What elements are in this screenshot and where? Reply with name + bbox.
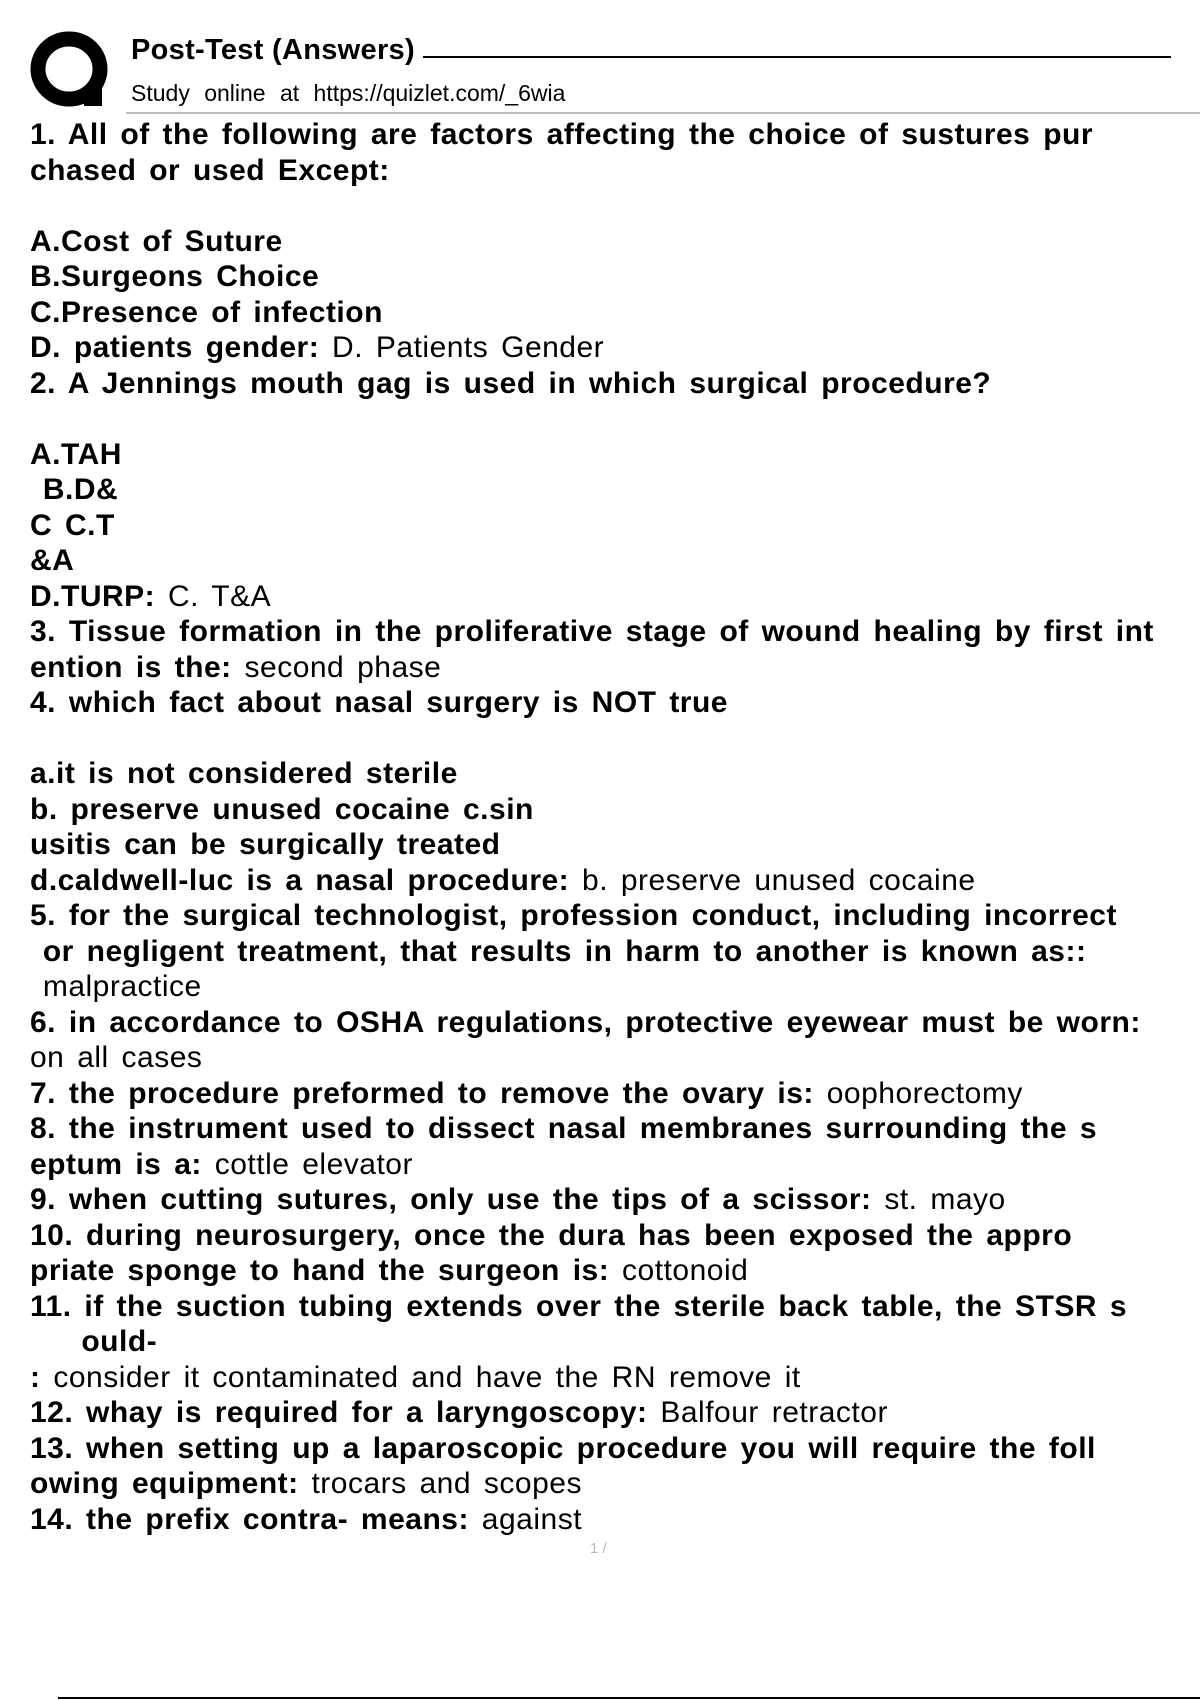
- text-line: [30, 1360, 1195, 1396]
- question-text: D.TURP:: [30, 579, 156, 613]
- question-text: 9. when cutting sutures, only use the tips of a scissor:: [30, 1183, 872, 1216]
- answer-text: C. T&A: [155, 579, 272, 613]
- question-text: eptum is a:: [30, 1147, 202, 1181]
- text-line: [30, 366, 1195, 402]
- question-text: 14. the prefix contra- means:: [30, 1502, 469, 1536]
- answer-text: st. mayo: [871, 1183, 1006, 1216]
- quizlet-q-logo-icon: [30, 30, 112, 112]
- question-text: ould-: [30, 1325, 158, 1358]
- text-line: [30, 1111, 1195, 1147]
- question-text: owing equipment:: [30, 1467, 299, 1500]
- question-text: d.caldwell-luc is a nasal procedure:: [30, 863, 570, 897]
- text-line: [30, 543, 1195, 579]
- answer-text: against: [468, 1502, 583, 1536]
- question-text: 11. if the suction tubing extends over the sterile back table, the STSR s: [30, 1289, 1128, 1323]
- text-line: [30, 295, 1195, 331]
- question-text: 7. the procedure preformed to remove the ovary is:: [30, 1076, 814, 1110]
- text-line: [30, 224, 1195, 260]
- text-line: [30, 792, 1195, 828]
- text-line: [30, 1182, 1195, 1218]
- text-line: [30, 259, 1195, 295]
- question-text: priate sponge to hand the surgeon is:: [30, 1254, 610, 1287]
- text-line: [30, 117, 1195, 153]
- question-text: 5. for the surgical technologist, profession conduct, including incorrect: [30, 899, 1117, 932]
- page-number: 1 /: [590, 1540, 607, 1557]
- answer-text: cottle elevator: [201, 1147, 413, 1181]
- question-list: [30, 117, 1195, 1537]
- question-text: usitis can be surgically treated: [30, 828, 501, 861]
- text-line: [30, 579, 1195, 615]
- text-line: [30, 685, 1195, 721]
- text-line: [30, 827, 1195, 863]
- answer-text: consider it contaminated and have the RN remove it: [40, 1360, 801, 1394]
- text-line: [30, 1466, 1195, 1502]
- text-line: [30, 1289, 1195, 1325]
- footer-divider: [58, 1697, 1200, 1699]
- answer-text: trocars and scopes: [298, 1467, 582, 1500]
- text-line: [30, 898, 1195, 934]
- text-line: [30, 330, 1195, 366]
- answer-text: cottonoid: [609, 1254, 749, 1287]
- answer-text: b. preserve unused cocaine: [569, 863, 976, 897]
- question-text: C C.T: [30, 508, 115, 542]
- text-line: [30, 1324, 1195, 1360]
- question-text: 13. when setting up a laparoscopic procedure you will require the foll: [30, 1431, 1096, 1465]
- text-line: [30, 1395, 1195, 1431]
- text-line: [30, 508, 1195, 544]
- answer-text: D. Patients Gender: [319, 331, 605, 364]
- blank-line: [30, 721, 1195, 757]
- question-text: 4. which fact about nasal surgery is NOT true: [30, 686, 728, 719]
- page-header: [30, 30, 1200, 110]
- answer-text: on all cases: [30, 1041, 203, 1074]
- text-line: [30, 969, 1195, 1005]
- blank-line: [30, 188, 1195, 224]
- text-line: [30, 437, 1195, 473]
- text-line: [30, 934, 1195, 970]
- text-line: [30, 650, 1195, 686]
- question-text: 8. the instrument used to dissect nasal membranes surrounding the s: [30, 1112, 1098, 1145]
- answer-text: malpractice: [30, 970, 202, 1003]
- blank-line: [30, 401, 1195, 437]
- text-line: [30, 1005, 1195, 1041]
- question-text: ention is the:: [30, 650, 232, 684]
- header-divider: [126, 112, 1200, 114]
- text-line: [30, 1502, 1195, 1538]
- text-line: [30, 614, 1195, 650]
- text-line: [30, 472, 1195, 508]
- study-online-link[interactable]: Study online at https://quizlet.com/_6wia: [131, 80, 566, 106]
- question-text: A.TAH: [30, 437, 122, 471]
- question-text: 6. in accordance to OSHA regulations, protective eyewear must be worn:: [30, 1005, 1141, 1039]
- answer-text: oophorectomy: [813, 1076, 1023, 1110]
- page-title: Post-Test (Answers): [131, 34, 423, 67]
- question-text: 1. All of the following are factors affecting the choice of sustures pur: [30, 118, 1094, 151]
- question-text: B.Surgeons Choice: [30, 260, 320, 293]
- question-text: A.Cost of Suture: [30, 224, 283, 258]
- question-text: C.Presence of infection: [30, 295, 383, 329]
- text-line: [30, 1147, 1195, 1183]
- question-text: or negligent treatment, that results in harm to another is known as::: [30, 934, 1087, 968]
- answer-text: Balfour retractor: [647, 1396, 888, 1429]
- question-text: 10. during neurosurgery, once the dura has been exposed the appro: [30, 1218, 1073, 1252]
- text-line: [30, 1431, 1195, 1467]
- text-line: [30, 1076, 1195, 1112]
- text-line: [30, 1218, 1195, 1254]
- text-line: [30, 1040, 1195, 1076]
- text-line: [30, 1253, 1195, 1289]
- text-line: [30, 153, 1195, 189]
- question-text: 3. Tissue formation in the proliferative stage of wound healing by first int: [30, 615, 1154, 648]
- question-text: B.D&: [30, 473, 119, 506]
- question-text: chased or used Except:: [30, 153, 390, 187]
- question-text: &A: [30, 544, 75, 577]
- question-text: 12. whay is required for a laryngoscopy:: [30, 1396, 648, 1429]
- question-text: b. preserve unused cocaine c.sin: [30, 792, 534, 826]
- text-line: [30, 756, 1195, 792]
- question-text: 2. A Jennings mouth gag is used in which surgical procedure?: [30, 366, 992, 400]
- question-text: D. patients gender:: [30, 331, 320, 364]
- text-line: [30, 863, 1195, 899]
- answer-text: second phase: [231, 650, 442, 684]
- question-text: :: [30, 1360, 41, 1394]
- question-text: a.it is not considered sterile: [30, 757, 458, 790]
